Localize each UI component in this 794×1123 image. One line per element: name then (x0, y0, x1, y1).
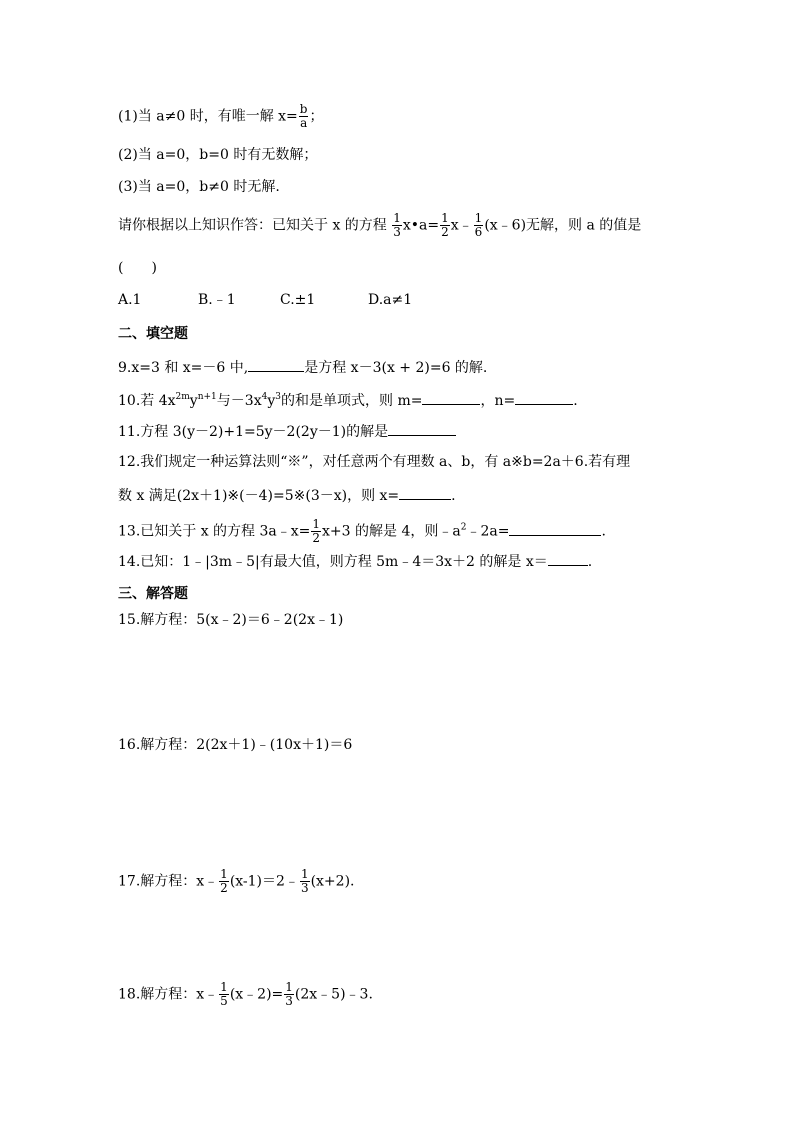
answer-blank (509, 521, 601, 536)
answer-blank (399, 485, 451, 500)
choice-c: C.±1 (280, 292, 316, 308)
choice-d: D.a≠1 (368, 292, 413, 308)
question-12-line-2: 数 x 满足(2x＋1)※(－4)=5※(3－x)，则 x= . (118, 485, 456, 505)
fraction-1-2: $\frac{1}{2}$ (441, 211, 449, 239)
fraction-1-2: $\frac{1}{2}$ (220, 867, 228, 895)
question-12-line-1: 12.我们规定一种运算法则“※”，对任意两个有理数 a、b，有 a※b=2a＋6.若有理 (118, 454, 631, 470)
question-8-paren: ( ) (118, 260, 157, 276)
question-8: 请你根据以上知识作答：已知关于 x 的方程 $\frac{1}{3}$ x•a= $\frac{1}{2}$ x﹣ $\frac{1}{6}$ (x﹣6)无解，则 a 的值是 (118, 211, 642, 239)
fraction-1-6: $\frac{1}{6}$ (474, 211, 483, 239)
choice-a: A.1 (118, 292, 142, 308)
answer-blank-m (422, 390, 480, 405)
section-solve-heading: 三、解答题 (118, 586, 188, 602)
case-2: (2)当 a=0，b=0 时有无数解； (118, 147, 318, 163)
section-fill-blank-heading: 二、填空题 (118, 326, 188, 342)
question-17: 17.解方程：x﹣ $\frac{1}{2}$ (x-1)＝2﹣ $\frac{1}{3}$ (x+2). (118, 867, 355, 895)
question-15: 15.解方程：5(x﹣2)＝6﹣2(2x﹣1) (118, 612, 344, 628)
answer-blank-n (515, 390, 573, 405)
case-3: (3)当 a=0，b≠0 时无解. (118, 179, 280, 195)
fraction-1-5: $\frac{1}{5}$ (220, 980, 228, 1008)
choice-b: B.﹣1 (198, 292, 236, 308)
question-8-choices (118, 291, 412, 309)
question-11: 11.方程 3(y－2)+1=5y－2(2y－1)的解是 (118, 421, 456, 441)
fraction-1-3: $\frac{1}{3}$ (285, 980, 293, 1008)
question-14: 14.已知：1﹣|3m﹣5|有最大值，则方程 5m﹣4＝3x＋2 的解是 x＝ . (118, 551, 592, 571)
question-9: 9.x=3 和 x=－6 中, 是方程 x－3(x + 2)=6 的解. (118, 357, 487, 377)
case-1-text: (1)当 a≠0 时，有唯一解 x= (118, 108, 298, 125)
question-16: 16.解方程：2(2x＋1)﹣(10x＋1)＝6 (118, 737, 353, 753)
fraction-1-3: $\frac{1}{3}$ (393, 211, 401, 239)
question-13: 13.已知关于 x 的方程 3a﹣x= $\frac{1}{2}$ x+3 的解是 4，则$﹣a^2﹣2a=$ . (118, 517, 606, 545)
fraction-1-2: $\frac{1}{2}$ (312, 517, 321, 545)
answer-blank (248, 357, 304, 372)
answer-blank (388, 421, 456, 436)
fraction-1-3: $\frac{1}{3}$ (300, 867, 309, 895)
question-10: 10.若 $4x^{2m}y^{n+1}$与$-3x^4y^3$的和是单项式，则 m= ，n= . (118, 392, 578, 409)
fraction-b-over-a: $\frac{b}{a}$ (299, 102, 308, 130)
answer-blank (548, 551, 588, 566)
case-1: (1)当 a≠0 时，有唯一解 x= $\frac{b}{a}$ ； (118, 102, 324, 130)
question-18: 18.解方程：x﹣ $\frac{1}{5}$ (x﹣2)= $\frac{1}{3}$ (2x﹣5)﹣3. (118, 980, 373, 1008)
